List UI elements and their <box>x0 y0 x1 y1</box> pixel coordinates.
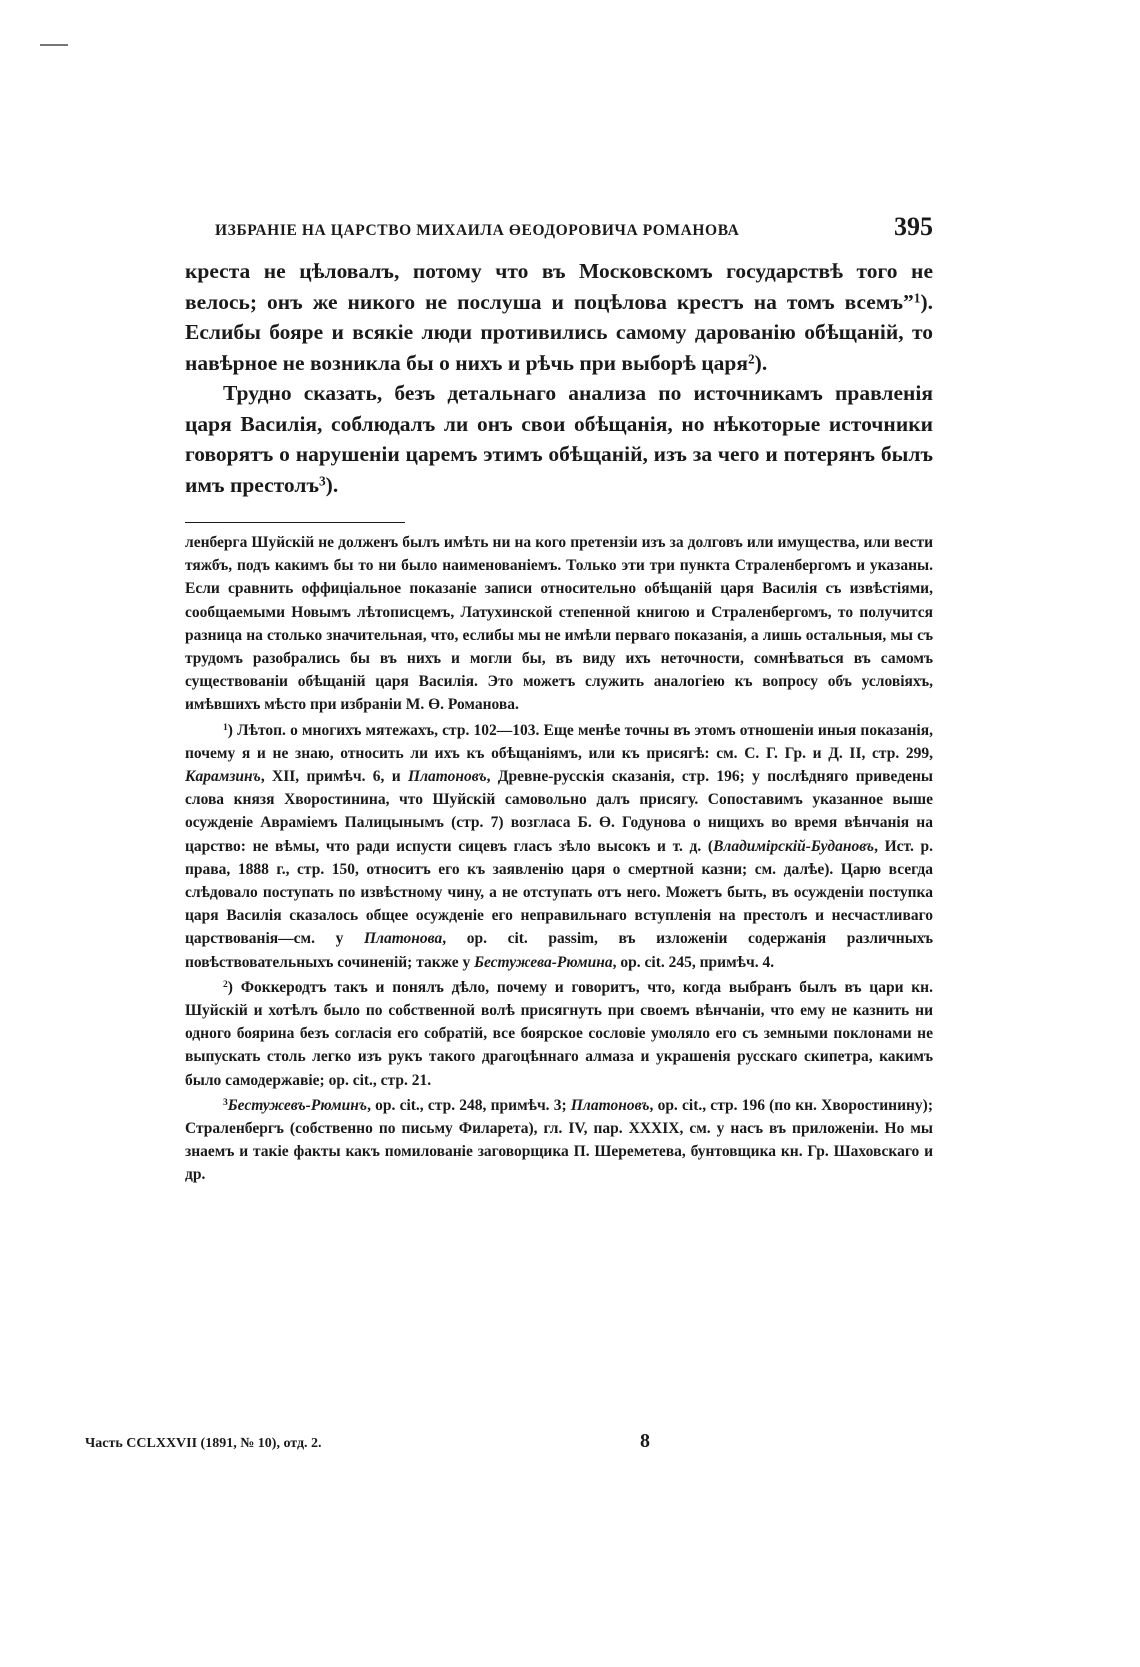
footnote-divider <box>185 522 405 523</box>
running-head <box>185 212 933 252</box>
footnote-ref-2: 2 <box>748 350 755 366</box>
footnote-1-text: , op. cit. passim, въ изложеніи содержанія различныхъ повѣствовательныхъ сочиненій; также у <box>185 930 933 971</box>
page-footer <box>55 1430 675 1460</box>
signature-line: Часть CCLXXVII (1891, № 10), отд. 2. <box>85 1436 322 1451</box>
footnote-2-number: 2 <box>223 979 228 991</box>
footnote-1-text: , op. cit. 245, примѣч. 4. <box>612 953 775 971</box>
footnote-continuation: ленберга Шуйскій не долженъ былъ имѣть ни на кого претензіи изъ за долговъ или имущества, или вести тяжбъ, подъ какимъ бы то ни было наименованіемъ. Только эти три пункта Страленбергомъ и указаны. Если сравнить оффиціальное показаніе записи относительно обѣщаній царя Василія съ извѣстіями, сообщаемыми Новымъ лѣтописцемъ, Латухинской степенной книгою и Страленбергомъ, то получится разница на столько значительная, что, еслибы мы не имѣли перваго показанія, а лишь остальныя, мы съ трудомъ разобрались бы въ нихъ и могли бы, въ виду ихъ неточности, сомнѣваться въ самомъ существованіи обѣщаній царя Василія. Это можетъ служить аналогіею къ вопросу объ условіяхъ, имѣвшихъ мѣсто при избраніи М. Ө. Романова. <box>185 534 933 714</box>
footnote-3-text: , op. cit., стр. 196 (по кн. Хворостинину); Страленбергъ (собственно по письму Филарета), гл. IV, пар. XXXIX, см. у насъ въ приложеніи. Но мы знаемъ и такіе факты какъ помилованіе заговорщика П. Шереметева, бунтовщика кн. Гр. Шаховскаго и др. <box>185 1096 933 1184</box>
paragraph-1 <box>185 256 933 378</box>
main-text <box>185 256 933 500</box>
paragraph-1-text-c: ). <box>754 350 768 375</box>
footnote-3-number: 3 <box>223 1097 228 1109</box>
author-name: Карамзинъ <box>185 768 261 786</box>
paragraph-2-text-a: Трудно сказать, безъ детальнаго анализа по источникамъ правленія царя Василія, соблюдалъ ли онъ свои обѣщанія, но нѣкоторые источники говорятъ о нарушеніи царемъ этимъ обѣщаній, изъ за чего и потерянъ былъ имъ престолъ <box>185 381 933 497</box>
footnote-1 <box>185 719 933 974</box>
author-name: Платоновъ <box>570 1096 650 1114</box>
author-name: Бестужевъ-Рюминъ <box>227 1096 368 1114</box>
author-name: Бестужева-Рюмина <box>474 953 613 971</box>
author-name: Владимірскій-Будановъ <box>713 837 875 855</box>
footnote-1-text: ) Лѣтоп. о многихъ мятежахъ, стр. 102—103. Еще менѣе точны въ этомъ отношеніи иныя показанія, почему я и не знаю, относить ли ихъ къ обѣщаніямъ, или къ присягѣ: см. С. Г. Гр. и Д. II, стр. 299, <box>185 721 933 762</box>
running-title: ИЗБРАНІЕ НА ЦАРСТВО МИХАИЛА ӨЕОДОРОВИЧА РОМАНОВА <box>215 222 740 239</box>
footnote-1-number: 1 <box>223 721 228 733</box>
paragraph-2 <box>185 378 933 500</box>
author-name: Платоновъ <box>408 768 487 786</box>
paragraph-2-text-b: ). <box>325 472 339 497</box>
corner-scan-mark <box>40 44 68 46</box>
page-number: 395 <box>894 212 933 241</box>
footnote-1-text: , Ист. р. права, 1888 г., стр. 150, относитъ его къ заявленію царя о смертной казни; см. далѣе). Царю всегда слѣдовало поступать по извѣстному чину, а не отступать отъ него. Можетъ быть, въ осужденіи поступка царя Василія сказалось общее осужденіе его неправильнаго вступленія на престолъ и несчастливаго царствованія—см. у <box>185 837 933 948</box>
footnote-ref-1: 1 <box>913 289 921 305</box>
footnotes <box>185 531 933 1187</box>
author-name: Платонова <box>363 930 443 948</box>
footnote-1-text: , ХII, примѣч. 6, и <box>260 768 409 786</box>
paragraph-1-text-b: ). Еслибы бояре и всякіе люди противились самому дарованію обѣщаній, то навѣрное не возникла бы о нихъ и рѣчь при выборѣ царя <box>185 289 933 375</box>
paragraph-1-text-a: креста не цѣловалъ, потому что въ Московскомъ государствѣ того не велось; онъ же никого не послуша и поцѣлова крестъ на томъ всемъ” <box>185 259 933 314</box>
footnote-3-text: , op. cit., стр. 248, примѣч. 3; <box>367 1096 571 1114</box>
sheet-number: 8 <box>640 1430 650 1452</box>
footnote-2-text: ) Фоккеродтъ такъ и понялъ дѣло, почему и говоритъ, что, когда выбранъ былъ въ цари кн. Шуйскій и хотѣлъ было по собственной волѣ присягнуть при своемъ вѣнчаніи, что ему не казнить ни одного боярина безъ согласія его собратій, все боярское сословіе умоляло его съ земными поклонами не выпускать столь легко изъ рукъ такого драгоцѣннаго алмаза и украшенія русскаго скипетра, какимъ было самодержавіе; op. cit., стр. 21. <box>185 978 933 1089</box>
book-page <box>185 212 933 1189</box>
footnote-1-text: , Древне-русскія сказанія, стр. 196; у послѣдняго приведены слова князя Хворостинина, что Шуйскій самовольно далъ присягу. Сопоставимъ указанное выше осужденіе Авраміемъ Палицынымъ (стр. 7) возгласа Б. Ө. Годунова о нищихъ во время вѣнчанія на царство: не вѣмы, что ради испусти сицевъ гласъ зѣло высокъ и т. д. ( <box>185 768 933 855</box>
footnote-ref-3: 3 <box>318 472 326 488</box>
footnote-2 <box>185 976 933 1092</box>
footnote-3 <box>185 1094 933 1187</box>
